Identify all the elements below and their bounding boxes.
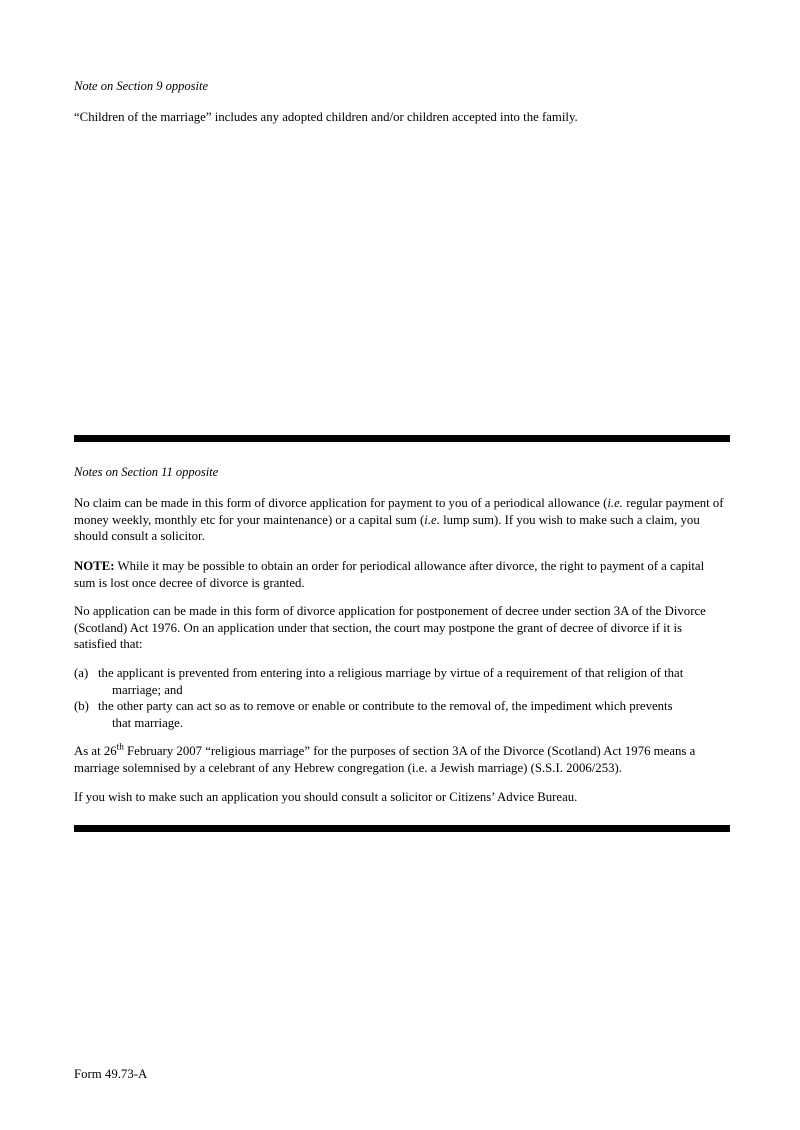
- list-body-b: [98, 698, 726, 731]
- para3-text: No application can be made in this form of divorce application for postponement of decree under section 3A of the Divorce (Scotland) Act 1976. On an application under that section, the court may postpone the grant of decree of divorce if it is satisfied that:: [74, 604, 706, 652]
- para1-part-a: No claim can be made in this form of divorce application for payment to you of a periodical allowance (: [74, 496, 608, 510]
- section-11-paragraph-4: [74, 743, 726, 776]
- para4-ordinal-suffix: th: [116, 741, 124, 752]
- section-9-heading: Note on Section 9 opposite: [74, 79, 209, 93]
- list-item: [74, 698, 726, 731]
- section-9-body: [74, 109, 734, 126]
- list-b-line2: that marriage.: [112, 715, 184, 730]
- para5-text: If you wish to make such an application you should consult a solicitor or Citizens’ Advice Bureau.: [74, 790, 578, 804]
- note-label: NOTE:: [74, 559, 115, 573]
- list-a-line1: the applicant is prevented from entering into a religious marriage by virtue of a requirement of that religion of that: [98, 666, 684, 680]
- section-11-heading: Notes on Section 11 opposite: [74, 465, 219, 479]
- section-11-paragraph-3: [74, 603, 719, 653]
- para4-part-b: February 2007 “religious marriage” for the purposes of section 3A of the Divorce (Scotland) Act 1976 means a marriage solemnised by a celebrant of any Hebrew congregation (i.e. a Jewish marriage) (S.S.I. 2006/253).: [74, 744, 696, 775]
- list-marker-a: (a): [74, 666, 89, 680]
- section-11-paragraph-1: [74, 495, 726, 545]
- para4-part-a: As at 26: [74, 744, 117, 758]
- horizontal-rule-top: [74, 435, 730, 442]
- para1-italic-1: i.e.: [607, 496, 624, 510]
- section-11-paragraph-5: [74, 789, 726, 806]
- para1-part-b: regular payment of money weekly, monthly etc for your maintenance) or a capital sum (: [74, 496, 724, 527]
- para1-italic-2: i.e.: [424, 512, 440, 527]
- section-11-conditions-list: [74, 665, 726, 732]
- section-9-paragraph: “Children of the marriage” includes any adopted children and/or children accepted into the family.: [74, 110, 578, 124]
- note-text: While it may be possible to obtain an order for periodical allowance after divorce, the right to payment of a capital sum is lost once decree of divorce is granted.: [74, 559, 705, 590]
- para1-part-c: lump sum). If you wish to make such a claim, you should consult a solicitor.: [74, 512, 700, 544]
- list-marker-b: (b): [74, 699, 89, 714]
- section-11-note: [74, 558, 714, 591]
- list-item: [74, 665, 726, 698]
- horizontal-rule-bottom: [74, 825, 730, 832]
- list-body-a: [98, 665, 726, 698]
- list-a-line2: marriage; and: [112, 682, 183, 697]
- list-b-line1: the other party can act so as to remove or enable or contribute to the removal of, the impediment which prevents: [98, 699, 673, 714]
- form-id-footer: Form 49.73-A: [74, 1067, 148, 1081]
